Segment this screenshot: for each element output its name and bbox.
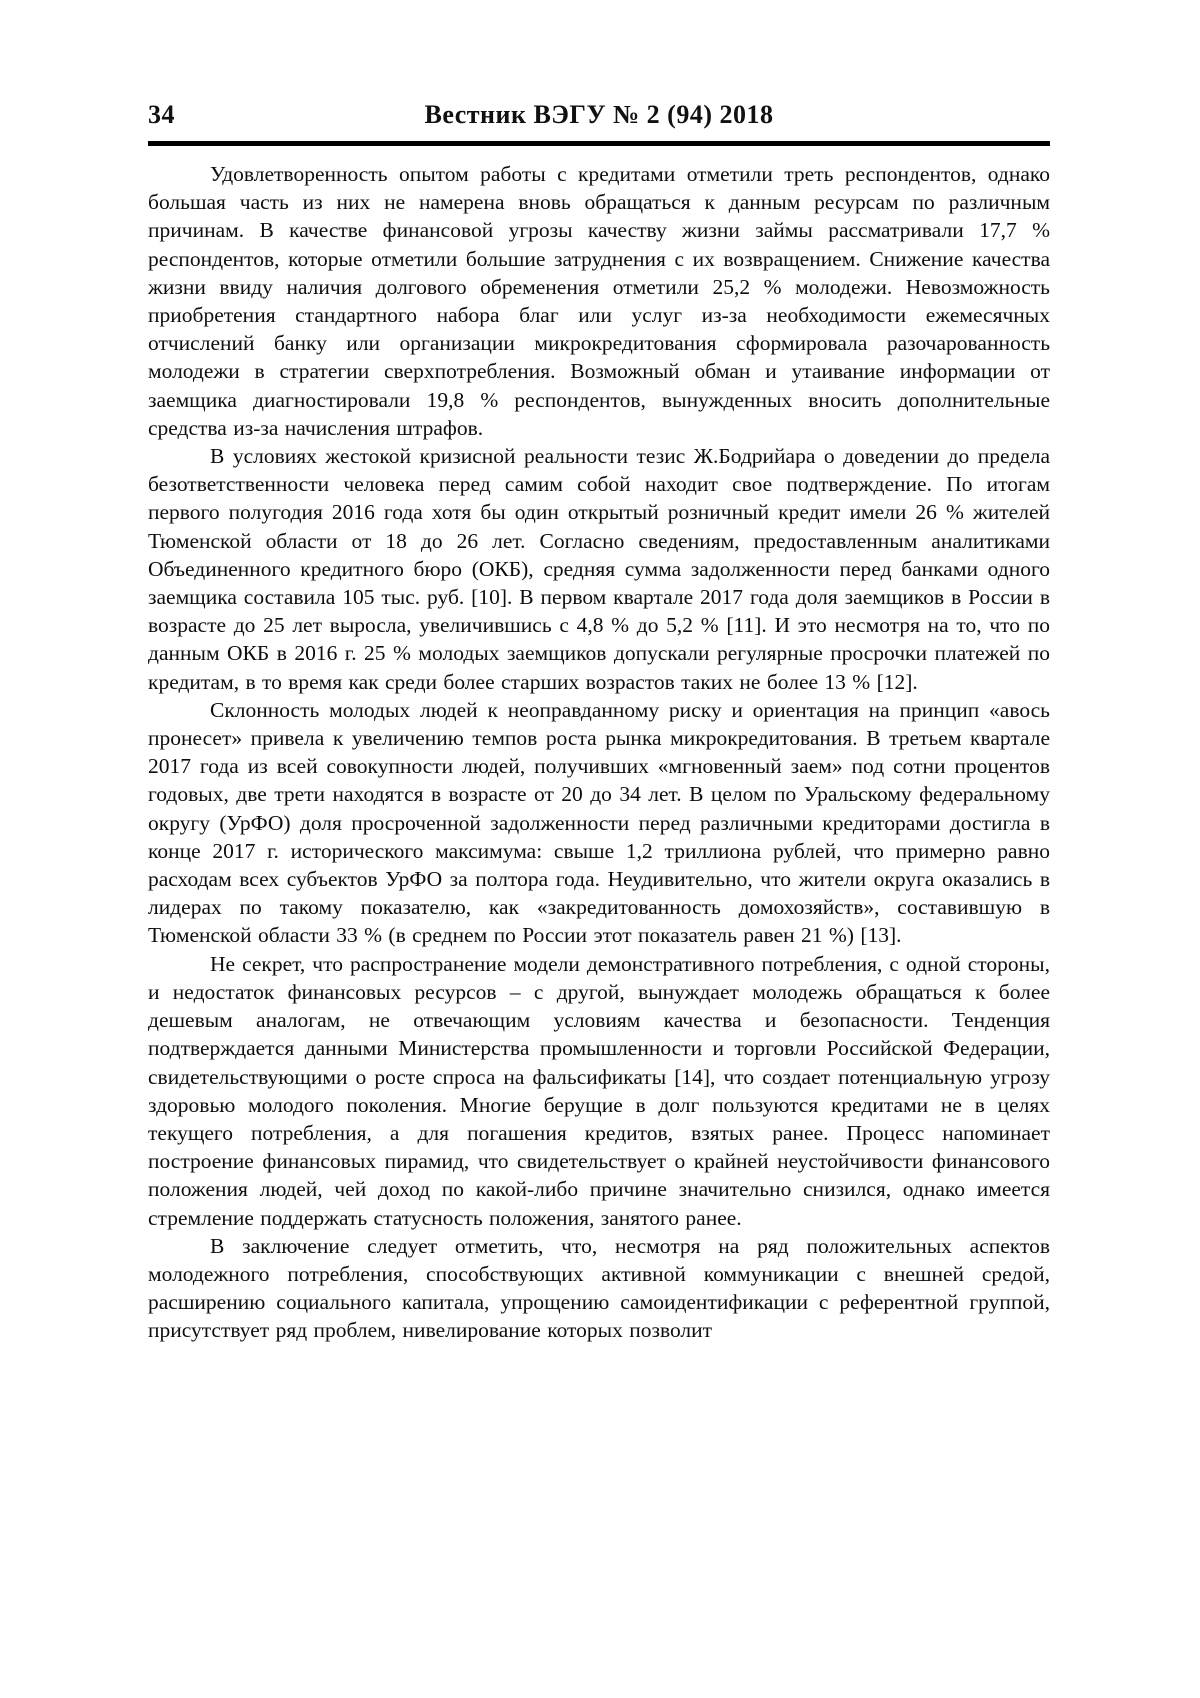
article-body — [148, 160, 1050, 1345]
running-head — [148, 100, 1050, 136]
page-number: 34 — [148, 100, 175, 129]
paragraph: Удовлетворенность опытом работы с кредитами отметили треть респондентов, однако большая часть из них не намерена вновь обращаться к данным ресурсам по различным причинам. В качестве финансовой угрозы качеству жизни займы рассматривали 17,7 % респондентов, которые отметили большие затруднения с их возвращением. Снижение качества жизни ввиду наличия долгового обременения отметили 25,2 % молодежи. Невозможность приобретения стандартного набора благ или услуг из-за необходимости ежемесячных отчислений банку или организации микрокредитования сформировала разочарованность молодежи в стратегии сверхпотребления. Возможный обман и утаивание информации от заемщика диагностировали 19,8 % респондентов, вынужденных вносить дополнительные средства из-за начисления штрафов. — [148, 162, 1050, 440]
page-content — [148, 100, 1050, 1345]
paragraph: В условиях жестокой кризисной реальности тезис Ж.Бодрийара о доведении до предела безответственности человека перед самим собой находит свое подтверждение. По итогам первого полугодия 2016 года хотя бы один открытый розничный кредит имели 26 % жителей Тюменской области от 18 до 26 лет. Согласно сведениям, предоставленным аналитиками Объединенного кредитного бюро (ОКБ), средняя сумма задолженности перед банками одного заемщика составила 105 тыс. руб. [10]. В первом квартале 2017 года доля заемщиков в России в возрасте до 25 лет выросла, увеличившись с 4,8 % до 5,2 % [11]. И это несмотря на то, что по данным ОКБ в 2016 г. 25 % молодых заемщиков допускали регулярные просрочки платежей по кредитам, в то время как среди более старших возрастов таких не более 13 % [12]. — [148, 444, 1050, 694]
header-rule — [148, 141, 1050, 146]
journal-title: Вестник ВЭГУ № 2 (94) 2018 — [424, 100, 774, 129]
paragraph: В заключение следует отметить, что, несмотря на ряд положительных аспектов молодежного потребления, способствующих активной коммуникации с внешней средой, расширению социального капитала, упрощению самоидентификации с референтной группой, присутствует ряд проблем, нивелирование которых позволит — [148, 1233, 1050, 1343]
paragraph: Не секрет, что распространение модели демонстративного потребления, с одной стороны, и недостаток финансовых ресурсов – с другой, вынуждает молодежь обращаться к более дешевым аналогам, не отвечающим условиям качества и безопасности. Тенденция подтверждается данными Министерства промышленности и торговли Российской Федерации, свидетельствующими о росте спроса на фальсификаты [14], что создает потенциальную угрозу здоровью молодого поколения. Многие берущие в долг пользуются кредитами не в целях текущего потребления, а для погашения кредитов, взятых ранее. Процесс напоминает построение финансовых пирамид, что свидетельствует о крайней неустойчивости финансового положения людей, чей доход по какой-либо причине значительно снизился, однако имеется стремление поддержать статусность положения, занятого ранее. — [148, 951, 1050, 1230]
paragraph: Склонность молодых людей к неоправданному риску и ориентация на принцип «авось пронесет» привела к увеличению темпов роста рынка микрокредитования. В третьем квартале 2017 года из всей совокупности людей, получивших «мгновенный заем» под сотни процентов годовых, две трети находятся в возрасте от 20 до 34 лет. В целом по Уральскому федеральному округу (УрФО) доля просроченной задолженности перед различными кредиторами достигла в конце 2017 г. исторического максимума: свыше 1,2 триллиона рублей, что примерно равно расходам всех субъектов УрФО за полтора года. Неудивительно, что жители округа оказались в лидерах по такому показателю, как «закредитованность домохозяйств», составившую в Тюменской области 33 % (в среднем по России этот показатель равен 21 %) [13]. — [148, 697, 1050, 948]
